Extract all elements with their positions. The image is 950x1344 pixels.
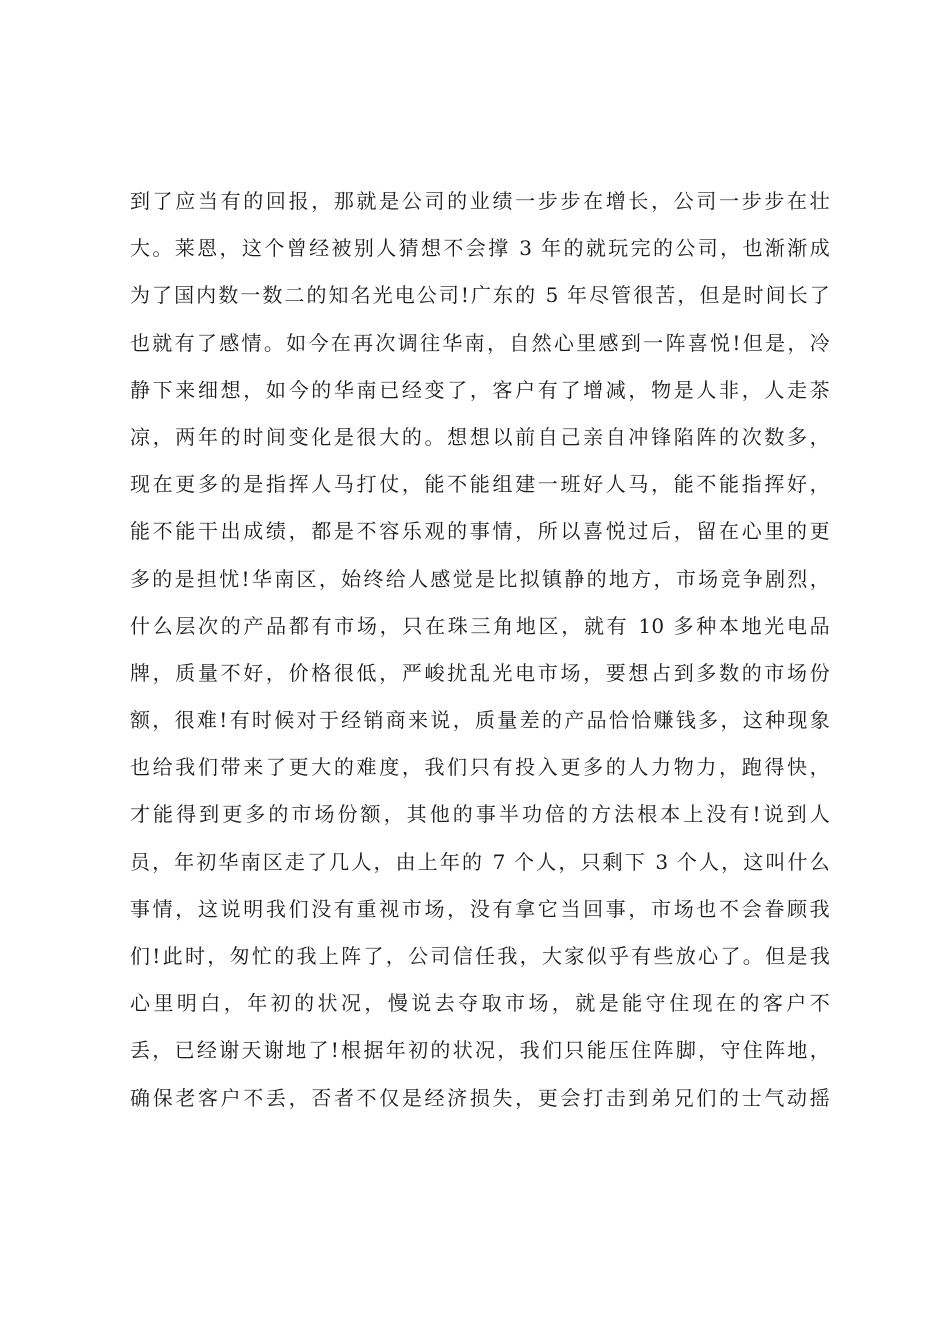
body-paragraph [130, 178, 830, 1122]
text-line: 静下来细想，如今的华南已经变了，客户有了增减，物是人非，人走茶 [130, 377, 830, 402]
text-line: 到了应当有的回报，那就是公司的业绩一步步在增长，公司一步步在壮 [130, 189, 830, 213]
text-line: 丢，已经谢天谢地了!根据年初的状况，我们只能压住阵脚，守住阵地， [130, 1038, 830, 1063]
text-line: 确保老客户不丢，否者不仅是经济损失，更会打击到弟兄们的士气动摇 [130, 1085, 830, 1110]
text-line: 事情，这说明我们没有重视市场，没有拿它当回事，市场也不会眷顾我 [130, 896, 830, 921]
text-line: 也就有了感情。如今在再次调往华南，自然心里感到一阵喜悦!但是，冷 [130, 330, 830, 355]
text-line: 心里明白，年初的状况，慢说去夺取市场，就是能守住现在的客户不 [130, 991, 830, 1016]
text-line: 多的是担忧!华南区，始终给人感觉是比拟镇静的地方，市场竞争剧烈， [130, 566, 830, 591]
text-line: 额，很难!有时候对于经销商来说，质量差的产品恰恰赚钱多，这种现象 [130, 708, 830, 733]
text-line: 为了国内数一数二的知名光电公司!广东的 5 年尽管很苦，但是时间长了 [130, 283, 830, 308]
text-line: 现在更多的是指挥人马打仗，能不能组建一班好人马，能不能指挥好， [130, 472, 830, 497]
text-line: 才能得到更多的市场份额，其他的事半功倍的方法根本上没有!说到人 [130, 802, 830, 827]
text-line: 凉，两年的时间变化是很大的。想想以前自己亲自冲锋陷阵的次数多， [130, 424, 830, 449]
text-line: 能不能干出成绩，都是不容乐观的事情，所以喜悦过后，留在心里的更 [130, 519, 830, 544]
text-line: 什么层次的产品都有市场，只在珠三角地区，就有 10 多种本地光电品 [130, 613, 830, 638]
text-line: 牌，质量不好，价格很低，严峻扰乱光电市场，要想占到多数的市场份 [130, 660, 830, 685]
text-line: 员，年初华南区走了几人，由上年的 7 个人，只剩下 3 个人，这叫什么 [130, 849, 830, 874]
text-line: 大。莱恩，这个曾经被别人猜想不会撑 3 年的就玩完的公司，也渐渐成 [130, 236, 830, 261]
text-line: 们!此时，匆忙的我上阵了，公司信任我，大家似乎有些放心了。但是我 [130, 944, 830, 968]
text-line: 也给我们带来了更大的难度，我们只有投入更多的人力物力，跑得快， [130, 755, 830, 780]
